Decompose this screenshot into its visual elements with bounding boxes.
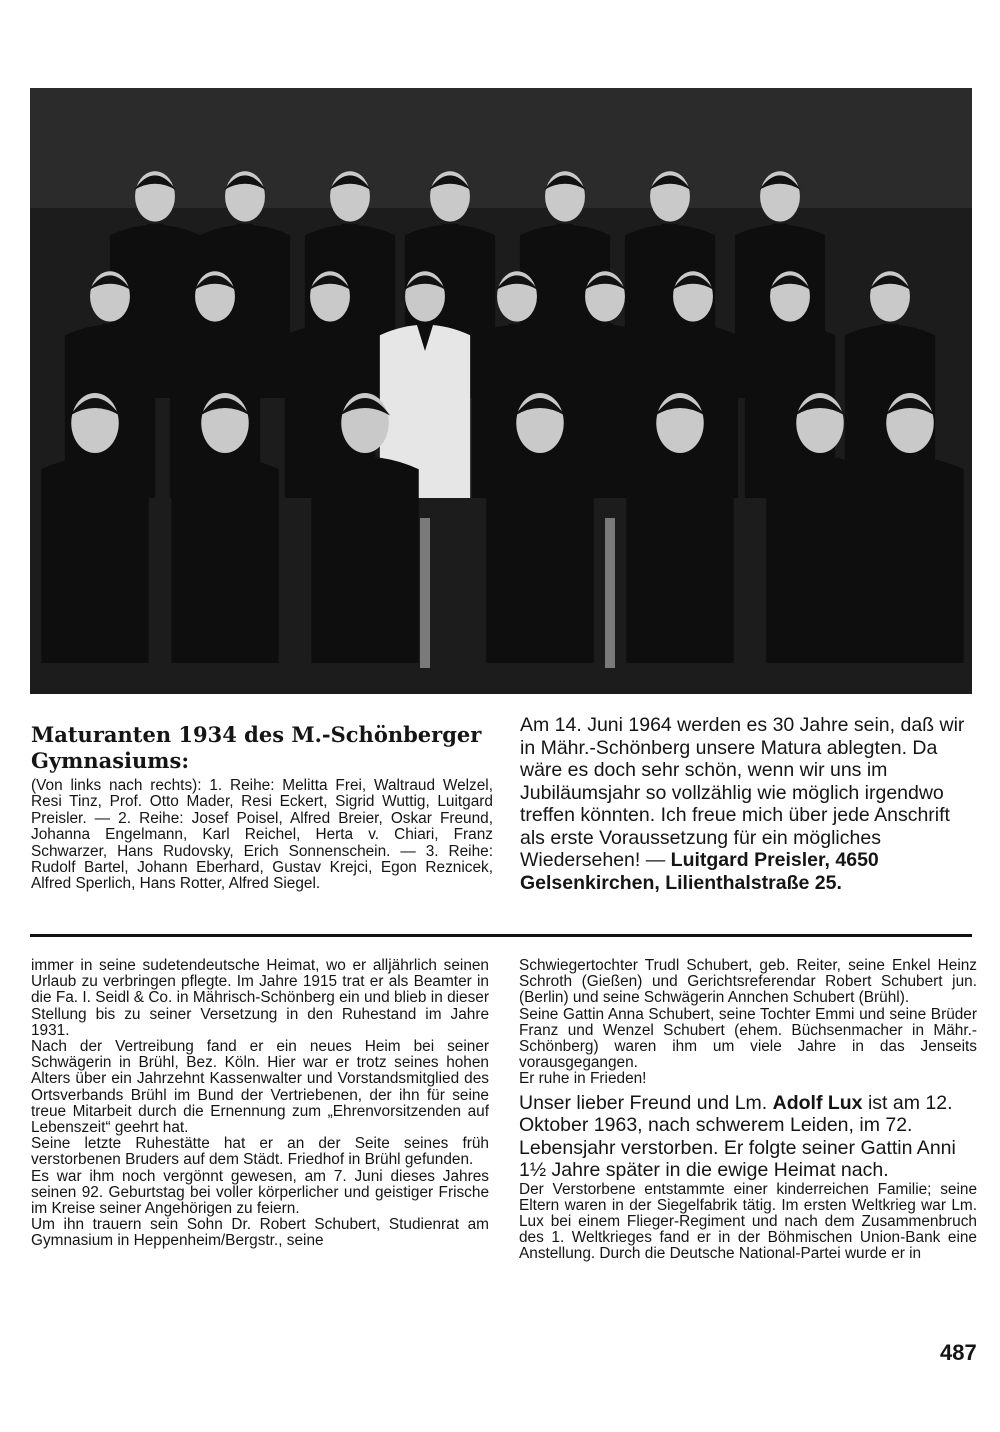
paragraph: Schwiegertochter Trudl Schubert, geb. Reiter, seine Enkel Heinz Schroth (Gießen) und Gerichtsreferendar Robert Schubert jun. (Berlin) und seine Schwägerin Annchen Schubert (Brühl). [519,957,977,1007]
paragraph: Es war ihm noch vergönnt gewesen, am 7. Juni dieses Jahres seinen 92. Geburtstag bei voller körperlicher und geistiger Frische im Kreise seiner Angehörigen zu feiern. [31,1167,489,1218]
obituary-lux-intro: Unser lieber Freund und Lm. Adolf Lux ist am 12. Oktober 1963, nach schwerem Leiden, im 72. Lebensjahr verstorben. Er folgte seiner Gattin Anni 1½ Jahre später in die ewige Heimat nach. [519,1091,956,1182]
chair-leg [605,518,615,668]
deceased-name: Adolf Lux [772,1091,863,1114]
paragraph: Um ihn trauern sein Sohn Dr. Robert Schubert, Studienrat am Gymnasium in Heppenheim/Bergstr., seine [31,1216,489,1250]
class-photo [30,88,972,694]
paragraph: Er ruhe in Frieden! [519,1070,647,1088]
paragraph: Seine Gattin Anna Schubert, seine Tochter Emmi und seine Brüder Franz und Wenzel Schubert (ehem. Büchsenmacher in Mähr.-Schönberg) waren ihm um viele Jahre in das Jenseits vorausgegangen. [519,1005,977,1072]
paragraph: Der Verstorbene entstammte einer kinderreichen Familie; seine Eltern waren in der Siegelfabrik tätig. Im ersten Weltkrieg war Lm. Lux bei einem Flieger-Regiment und nach dem Zusammenbruch des 1. Weltkrieges fand er in der Böhmischen Union-Bank eine Anstellung. Durch die Deutsche National-Partei wurde er in [519,1180,977,1263]
section-divider [30,934,972,937]
obituary-right-column [519,958,977,1263]
paragraph: Seine letzte Ruhestätte hat er an der Seite seines früh verstorbenen Bruders auf dem Städt. Friedhof in Brühl gefunden. [31,1135,489,1169]
paragraph: immer in seine sudetendeutsche Heimat, wo er alljährlich seinen Urlaub zu verbringen pflegte. Im Jahre 1915 trat er als Beamter in die Fa. I. Seidl & Co. in Mährisch-Schönberg ein und blieb in dieser Stellung bis zu seiner Versetzung in den Ruhestand im Jahre 1931. [31,957,489,1039]
chair-leg [420,518,430,668]
notice-text: Am 14. Juni 1964 werden es 30 Jahre sein, daß wir in Mähr.-Schönberg unsere Matura ablegten. Da wäre es doch sehr schön, wenn wir uns im Jubiläumsjahr so vollzählig wie möglich irgendwo treffen könnten. Ich freue mich über jede Anschrift als erste Voraussetzung für ein mögliches Wiedersehen! — [520,714,965,871]
reunion-notice [520,714,975,894]
obituary-left-column [31,958,489,1250]
page-number: 487 [940,1340,977,1365]
paragraph: Nach der Vertreibung fand er ein neues Heim bei seiner Schwägerin in Brühl, Bez. Köln. Hier war er trotz seines hohen Alters über ein Jahrzehnt Kassenwalter und Vorstandsmitglied des Ortsverbands Brühl im Bund der Vertriebenen, der ihn für seine treue Mitarbeit durch die Ernennung zum „Ehrenvorsitzenden auf Lebenszeit“ geehrt hat. [31,1038,489,1137]
caption-text: (Von links nach rechts): 1. Reihe: Melitta Frei, Waltraud Welzel, Resi Tinz, Prof. Otto Mader, Resi Eckert, Sigrid Wuttig, Luitgard Preisler. — 2. Reihe: Josef Poisel, Alfred Breier, Oskar Freund, Johanna Engelmann, Karl Reichel, Herta v. Chiari, Franz Schwarzer, Hans Rudovsky, Erich Sonnenschein. — 3. Reihe: Rudolf Bartel, Johann Eberhard, Gustav Krejci, Egon Reznicek, Alfred Sperlich, Hans Rotter, Alfred Siegel. [31,777,493,893]
class-photo-graphic [30,88,972,694]
caption-title: Maturanten 1934 des M.-Schönberger Gymnasiums: [31,722,482,773]
notice-signature: Luitgard Preisler, 4650 Gelsenkirchen, Lilienthalstraße 25. [520,849,879,894]
